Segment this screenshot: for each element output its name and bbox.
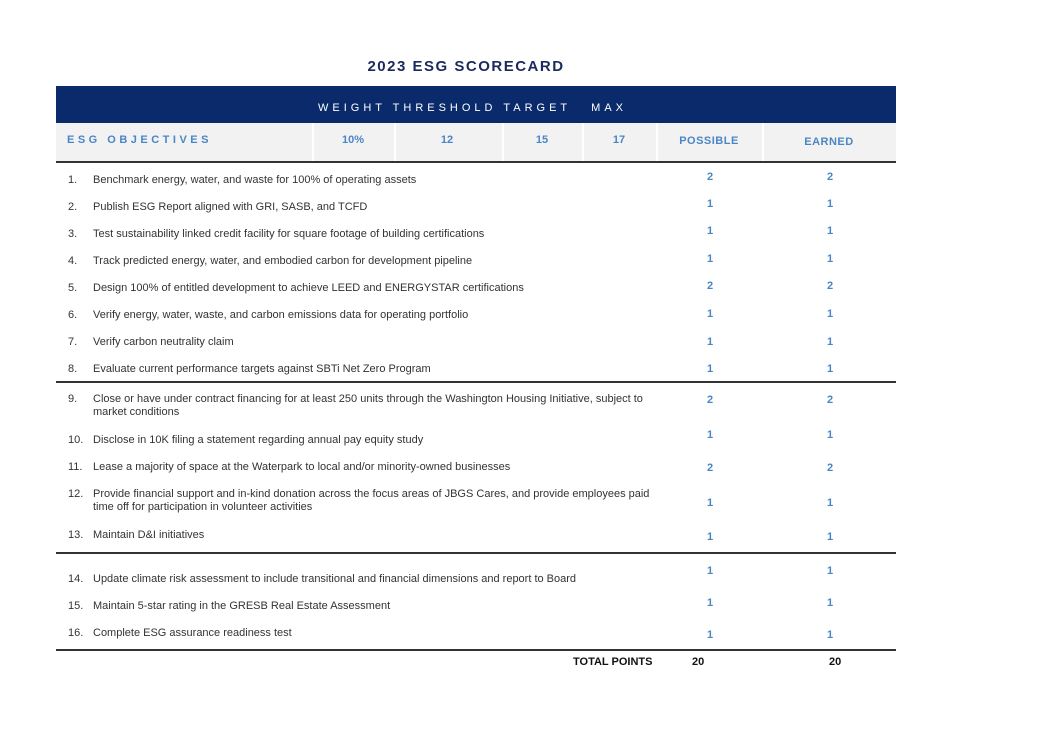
earned-points: 2 xyxy=(826,171,834,183)
row-number: 5. xyxy=(68,282,78,294)
possible-points: 1 xyxy=(706,363,714,375)
earned-points: 1 xyxy=(826,336,834,348)
row-number: 6. xyxy=(68,309,78,321)
target-header: 15 xyxy=(535,134,549,146)
row-number: 11. xyxy=(68,461,83,473)
earned-points: 2 xyxy=(826,462,834,474)
objective-text: Track predicted energy, water, and embodied carbon for development pipeline xyxy=(93,255,473,267)
total-possible: 20 xyxy=(692,656,705,668)
weight-header: 10% xyxy=(341,134,365,146)
row-number: 16. xyxy=(68,627,84,639)
objective-text: Verify energy, water, waste, and carbon emissions data for operating portfolio xyxy=(93,309,469,321)
earned-points: 1 xyxy=(826,565,834,577)
earned-points: 1 xyxy=(826,363,834,375)
possible-points: 1 xyxy=(706,497,714,509)
possible-points: 2 xyxy=(706,280,714,292)
earned-points: 1 xyxy=(826,225,834,237)
row-number: 12. xyxy=(68,488,84,500)
objective-text: Verify carbon neutrality claim xyxy=(93,336,234,348)
section-divider xyxy=(56,552,896,554)
earned-points: 1 xyxy=(826,429,834,441)
objective-text: Benchmark energy, water, and waste for 100% of operating assets xyxy=(93,174,417,186)
row-number: 13. xyxy=(68,529,84,541)
row-number: 15. xyxy=(68,600,84,612)
table-bottom-rule xyxy=(56,649,896,651)
possible-points: 1 xyxy=(706,308,714,320)
objective-text: Update climate risk assessment to include transitional and financial dimensions and report to Board xyxy=(93,573,577,585)
earned-points: 1 xyxy=(826,253,834,265)
possible-points: 1 xyxy=(706,336,714,348)
section-divider xyxy=(56,381,896,383)
objective-text: Provide financial support and in-kind donation across the focus areas of JBGS Cares, and provide employees paid time off for participation in volunteer activities xyxy=(93,488,650,513)
possible-points: 2 xyxy=(706,394,714,406)
earned-points: 1 xyxy=(826,597,834,609)
earned-points: 1 xyxy=(826,308,834,320)
total-points-label: TOTAL POINTS xyxy=(573,656,653,668)
threshold-header: 12 xyxy=(440,134,454,146)
objective-text: Close or have under contract financing for at least 250 units through the Washington Housing Initiative, subject to market conditions xyxy=(93,393,643,418)
possible-points: 1 xyxy=(706,253,714,265)
possible-points: 1 xyxy=(706,531,714,543)
row-number: 1. xyxy=(68,174,78,186)
possible-points: 2 xyxy=(706,171,714,183)
possible-points: 1 xyxy=(706,429,714,441)
objective-text: Evaluate current performance targets against SBTi Net Zero Program xyxy=(93,363,431,375)
earned-points: 1 xyxy=(826,629,834,641)
row-number: 3. xyxy=(68,228,78,240)
possible-points: 1 xyxy=(706,198,714,210)
possible-points: 1 xyxy=(706,629,714,641)
row-number: 14. xyxy=(68,573,84,585)
banner-max: MAX xyxy=(591,102,627,114)
row-number: 10. xyxy=(68,434,84,446)
earned-header: EARNED xyxy=(804,136,854,148)
objective-text: Lease a majority of space at the Waterpark to local and/or minority-owned businesses xyxy=(93,461,511,473)
row-number: 9. xyxy=(68,393,78,405)
earned-points: 1 xyxy=(826,497,834,509)
possible-points: 1 xyxy=(706,565,714,577)
column-header-row xyxy=(56,123,896,163)
earned-points: 2 xyxy=(826,280,834,292)
possible-points: 1 xyxy=(706,597,714,609)
objective-text: Disclose in 10K filing a statement regarding annual pay equity study xyxy=(93,434,424,446)
row-number: 4. xyxy=(68,255,78,267)
total-earned: 20 xyxy=(829,656,842,668)
row-number: 2. xyxy=(68,201,78,213)
possible-header: POSSIBLE xyxy=(679,135,739,147)
page-title: 2023 ESG SCORECARD xyxy=(367,58,565,75)
max-header: 17 xyxy=(612,134,626,146)
row-number: 8. xyxy=(68,363,78,375)
objective-text: Maintain 5-star rating in the GRESB Real Estate Assessment xyxy=(93,600,391,612)
objectives-header: ESG OBJECTIVES xyxy=(67,134,212,146)
objective-text: Test sustainability linked credit facility for square footage of building certifications xyxy=(93,228,485,240)
possible-points: 2 xyxy=(706,462,714,474)
possible-points: 1 xyxy=(706,225,714,237)
objective-text: Publish ESG Report aligned with GRI, SASB, and TCFD xyxy=(93,201,368,213)
objective-text: Design 100% of entitled development to achieve LEED and ENERGYSTAR certifications xyxy=(93,282,524,294)
objective-text: Complete ESG assurance readiness test xyxy=(93,627,292,639)
banner-label xyxy=(318,102,627,114)
objective-text: Maintain D&I initiatives xyxy=(93,529,205,541)
earned-points: 1 xyxy=(826,531,834,543)
banner-text: WEIGHT THRESHOLD TARGET xyxy=(318,102,572,114)
row-number: 7. xyxy=(68,336,78,348)
earned-points: 1 xyxy=(826,198,834,210)
earned-points: 2 xyxy=(826,394,834,406)
